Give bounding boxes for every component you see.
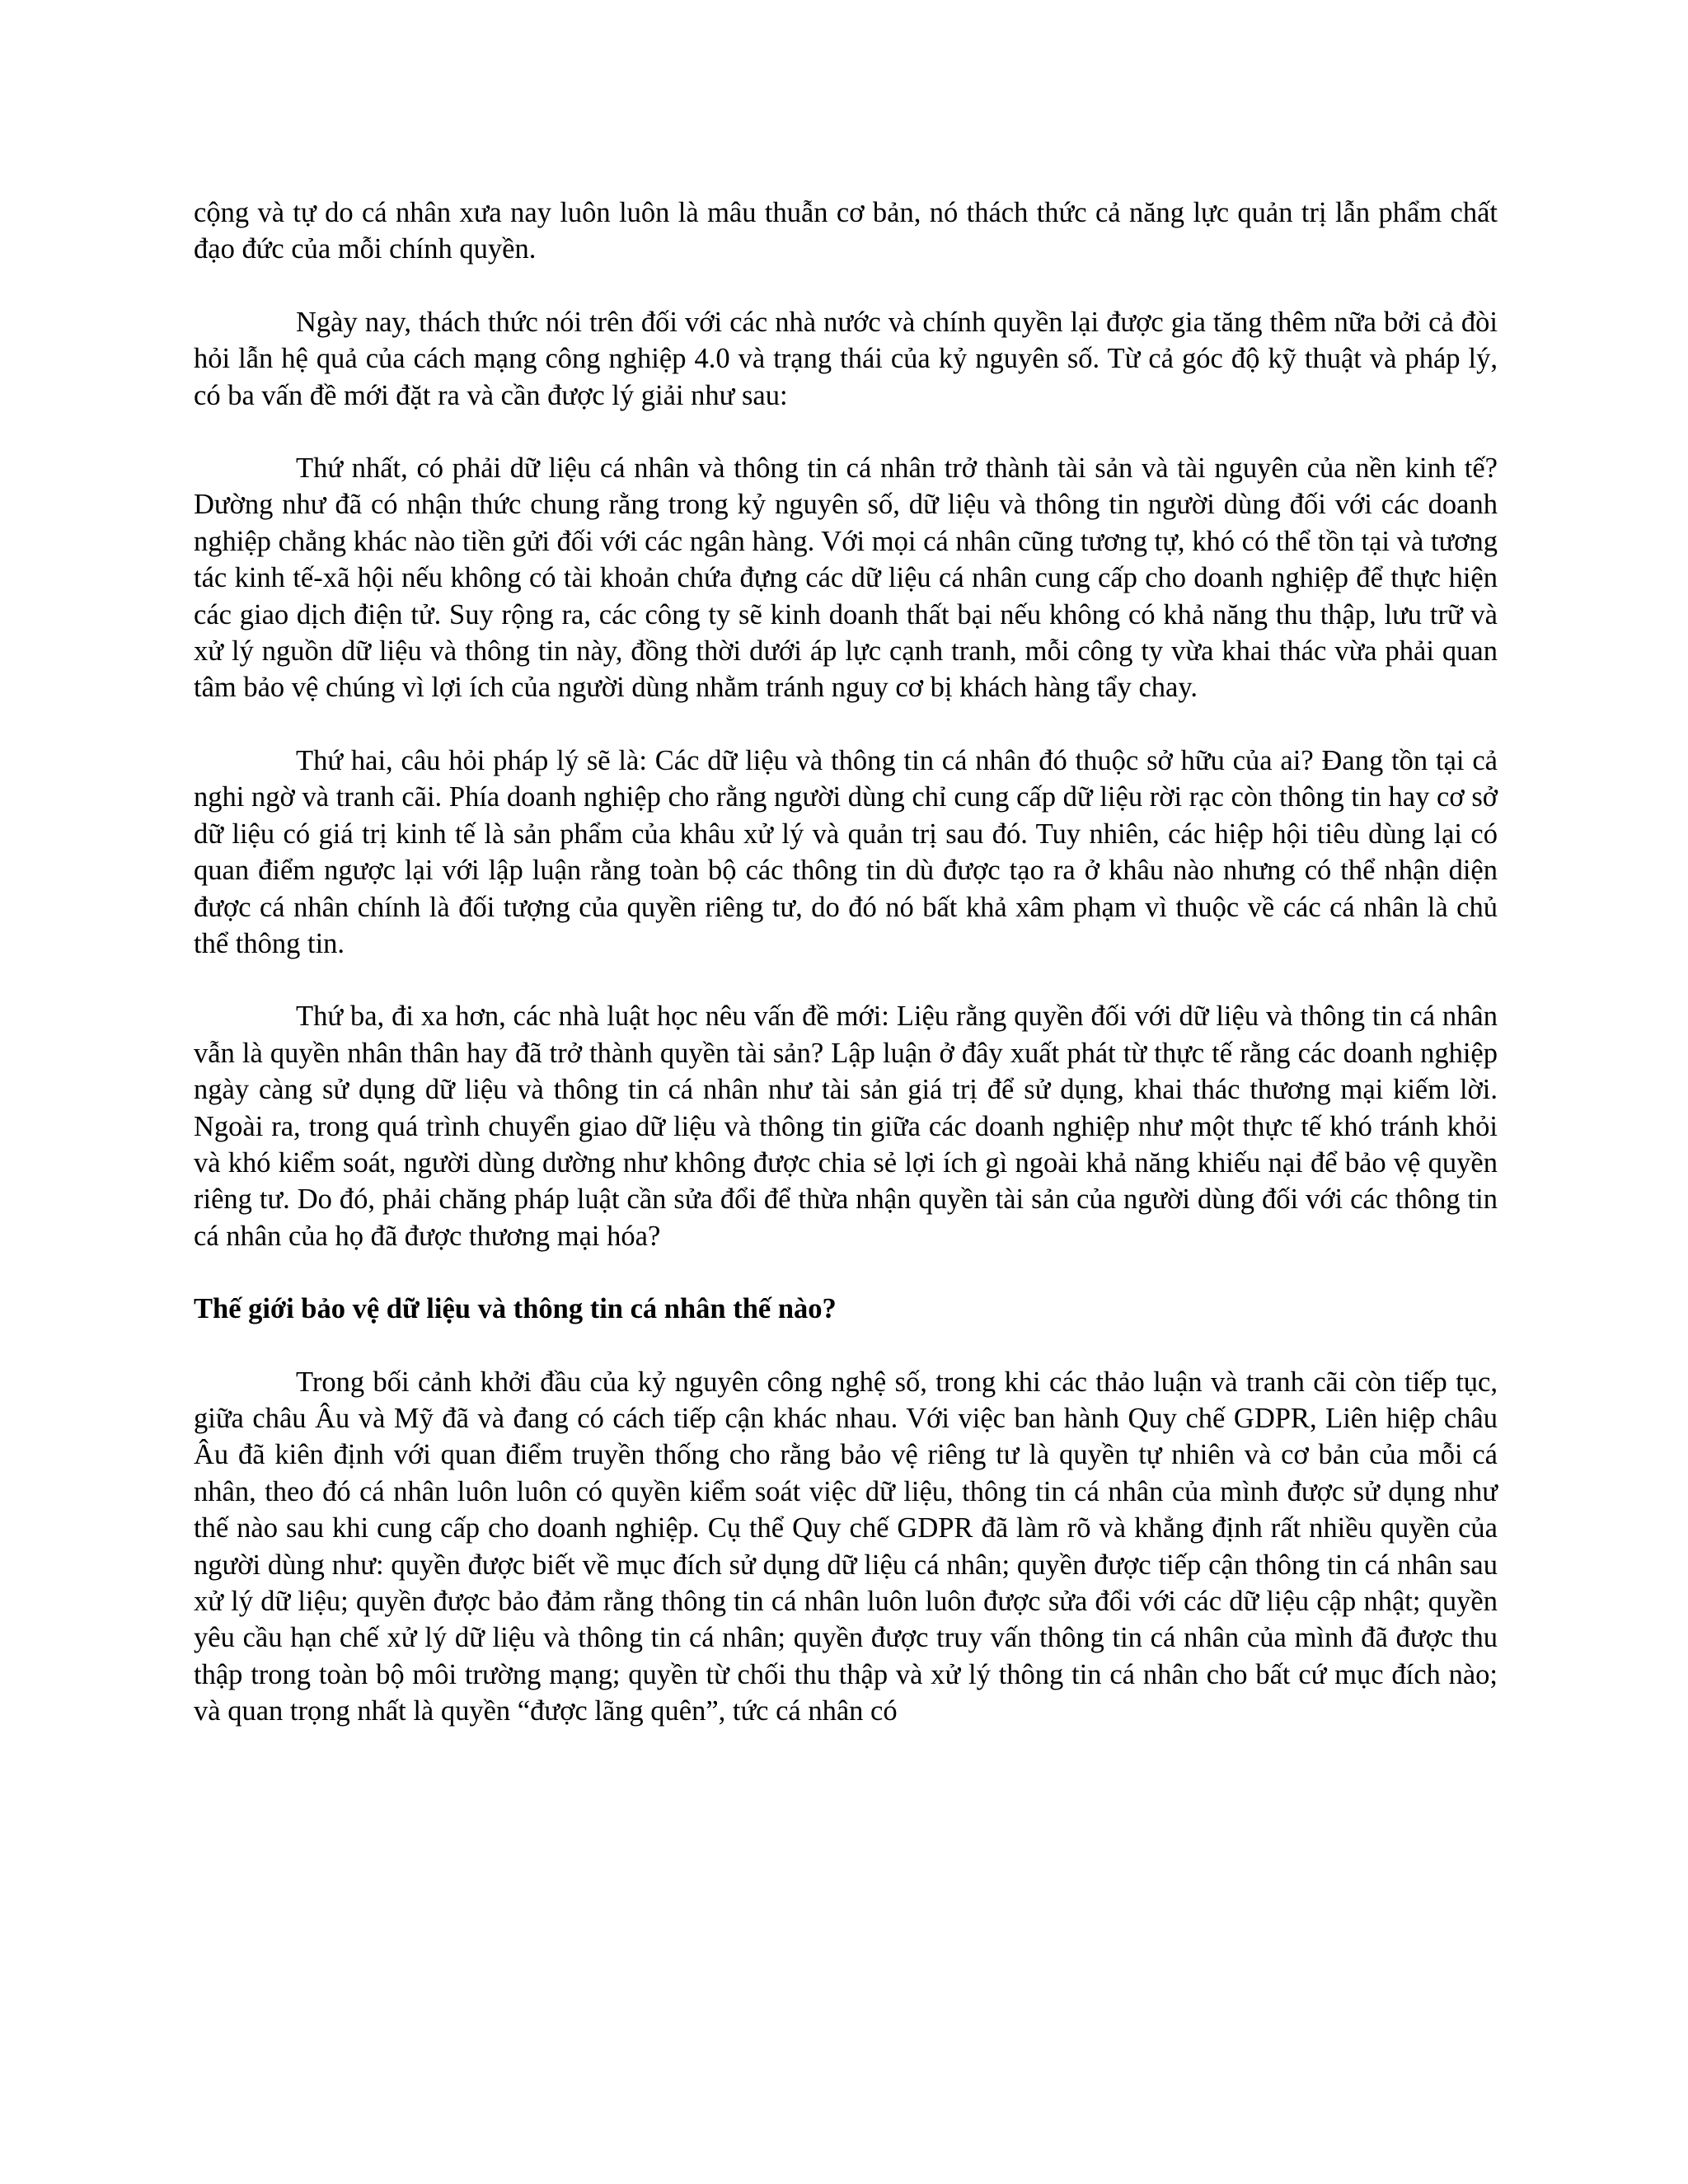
paragraph-industry-4-0: Ngày nay, thách thức nói trên đối với các nhà nước và chính quyền lại được gia tăng thêm nữa bởi cả đòi hỏi lẫn hệ quả của cách mạng công nghiệp 4.0 và trạng thái của kỷ nguyên số. Từ cả góc độ kỹ thuật và pháp lý, có ba vấn đề mới đặt ra và cần được lý giải như sau:	[194, 306, 1498, 411]
paragraph-first-issue: Thứ nhất, có phải dữ liệu cá nhân và thông tin cá nhân trở thành tài sản và tài nguyên của nền kinh tế? Dường như đã có nhận thức chung rằng trong kỷ nguyên số, dữ liệu và thông tin người dùng đối với các doanh nghiệp chẳng khác nào tiền gửi đối với các ngân hàng. Với mọi cá nhân cũng tương tự, khó có thể tồn tại và tương tác kinh tế-xã hội nếu không có tài khoản chứa đựng các dữ liệu cá nhân cung cấp cho doanh nghiệp để thực hiện các giao dịch điện tử. Suy rộng ra, các công ty sẽ kinh doanh thất bại nếu không có khả năng thu thập, lưu trữ và xử lý nguồn dữ liệu và thông tin này, đồng thời dưới áp lực cạnh tranh, mỗi công ty vừa khai thác vừa phải quan tâm bảo vệ chúng vì lợi ích của người dùng nhằm tránh nguy cơ bị khách hàng tẩy chay.	[194, 452, 1498, 704]
paragraph-gdpr: Trong bối cảnh khởi đầu của kỷ nguyên công nghệ số, trong khi các thảo luận và tranh cãi còn tiếp tục, giữa châu Âu và Mỹ đã và đang có cách tiếp cận khác nhau. Với việc ban hành Quy chế GDPR, Liên hiệp châu Âu đã kiên định với quan điểm truyền thống cho rằng bảo vệ riêng tư là quyền tự nhiên và cơ bản của mỗi cá nhân, theo đó cá nhân luôn luôn có quyền kiểm soát việc dữ liệu, thông tin cá nhân của mình được sử dụng như thế nào sau khi cung cấp cho doanh nghiệp. Cụ thể Quy chế GDPR đã làm rõ và khẳng định rất nhiều quyền của người dùng như: quyền được biết về mục đích sử dụng dữ liệu cá nhân; quyền được tiếp cận thông tin cá nhân sau xử lý dữ liệu; quyền được bảo đảm rằng thông tin cá nhân luôn luôn được sửa đổi với các dữ liệu cập nhật; quyền yêu cầu hạn chế xử lý dữ liệu và thông tin cá nhân; quyền được truy vấn thông tin cá nhân của mình đã được thu thập trong toàn bộ môi trường mạng; quyền từ chối thu thập và xử lý thông tin cá nhân cho bất cứ mục đích nào; và quan trọng nhất là quyền “được lãng quên”, tức cá nhân có	[194, 1366, 1498, 1727]
paragraph-second-issue: Thứ hai, câu hỏi pháp lý sẽ là: Các dữ liệu và thông tin cá nhân đó thuộc sở hữu của ai? Đang tồn tại cả nghi ngờ và tranh cãi. Phía doanh nghiệp cho rằng người dùng chỉ cung cấp dữ liệu rời rạc còn thông tin hay cơ sở dữ liệu có giá trị kinh tế là sản phẩm của khâu xử lý và quản trị sau đó. Tuy nhiên, các hiệp hội tiêu dùng lại có quan điểm ngược lại với lập luận rằng toàn bộ các thông tin dù được tạo ra ở khâu nào nhưng có thể nhận diện được cá nhân chính là đối tượng của quyền riêng tư, do đó nó bất khả xâm phạm vì thuộc về các cá nhân là chủ thể thông tin.	[194, 744, 1498, 959]
section-heading: Thế giới bảo vệ dữ liệu và thông tin cá nhân thế nào?	[194, 1293, 837, 1325]
paragraph-continuation: cộng và tự do cá nhân xưa nay luôn luôn là mâu thuẫn cơ bản, nó thách thức cả năng lực quản trị lẫn phẩm chất đạo đức của mỗi chính quyền.	[194, 197, 1498, 265]
document-page	[194, 194, 1498, 1730]
paragraph-third-issue: Thứ ba, đi xa hơn, các nhà luật học nêu vấn đề mới: Liệu rằng quyền đối với dữ liệu và thông tin cá nhân vẫn là quyền nhân thân hay đã trở thành quyền tài sản? Lập luận ở đây xuất phát từ thực tế rằng các doanh nghiệp ngày càng sử dụng dữ liệu và thông tin cá nhân như tài sản giá trị để sử dụng, khai thác thương mại kiếm lời. Ngoài ra, trong quá trình chuyển giao dữ liệu và thông tin giữa các doanh nghiệp như một thực tế khó tránh khỏi và khó kiểm soát, người dùng dường như không được chia sẻ lợi ích gì ngoài khả năng khiếu nại để bảo vệ quyền riêng tư. Do đó, phải chăng pháp luật cần sửa đổi để thừa nhận quyền tài sản của người dùng đối với các thông tin cá nhân của họ đã được thương mại hóa?	[194, 1001, 1498, 1252]
